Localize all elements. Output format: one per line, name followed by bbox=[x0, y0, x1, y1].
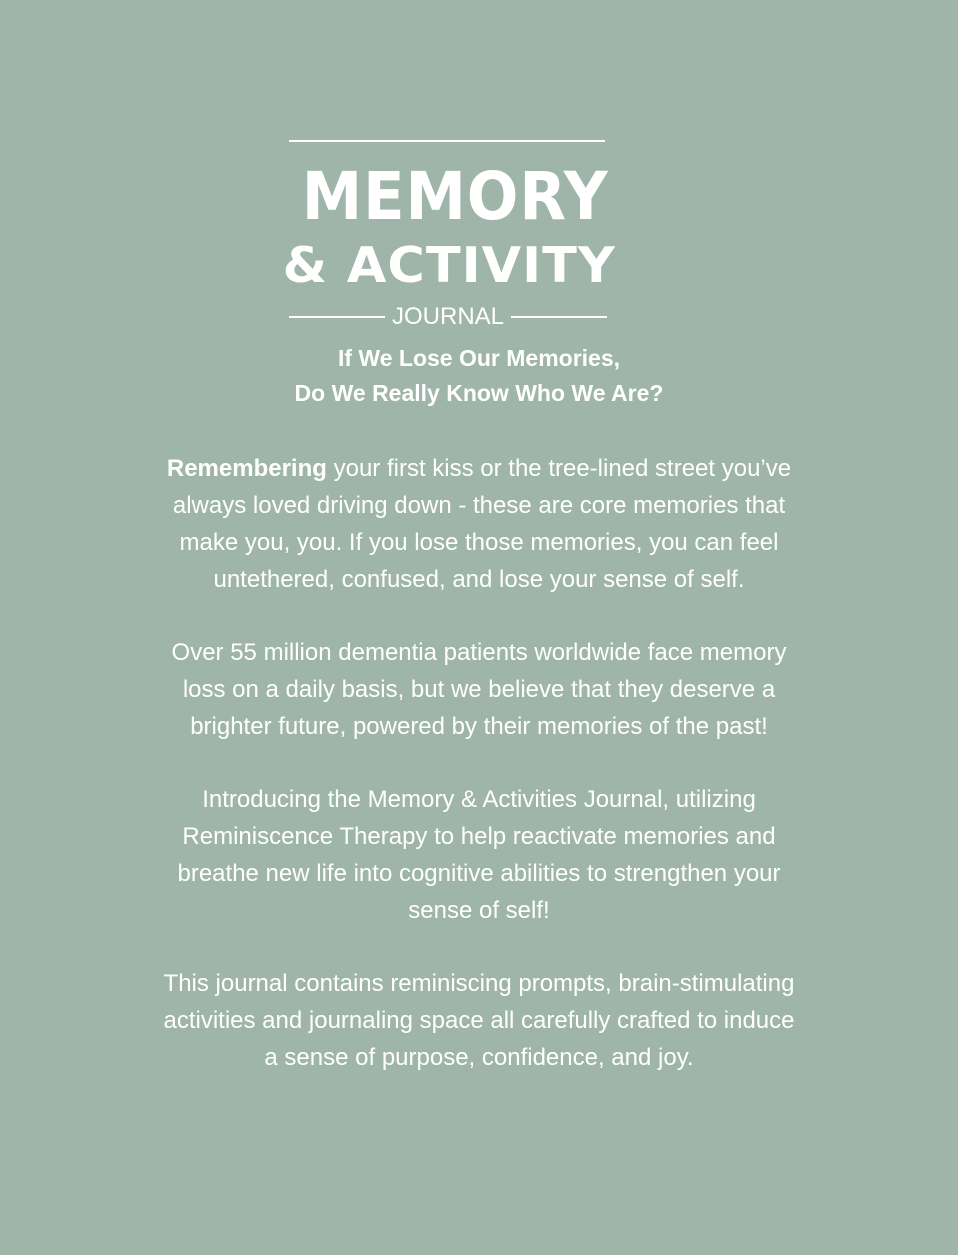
headline-line-2: Do We Really Know Who We Are? bbox=[294, 380, 664, 406]
paragraph-3-line-1: Introducing the Memory & Activities Journal, utilizing bbox=[202, 786, 756, 813]
paragraph-1-lead-word: Remembering bbox=[166, 455, 327, 482]
paragraph-introducing-journal bbox=[70, 781, 888, 929]
paragraph-4-line-2: activities and journaling space all carefully crafted to induce bbox=[163, 1007, 795, 1034]
logo-title-activity: & ACTIVITY bbox=[282, 237, 616, 294]
paragraph-1-line-3: make you, you. If you lose those memories, you can feel bbox=[179, 529, 779, 556]
paragraph-2-line-1: Over 55 million dementia patients worldwide face memory bbox=[171, 639, 787, 666]
paragraph-1-line-1-text: your first kiss or the tree-lined street you’ve bbox=[326, 455, 792, 482]
paragraph-2-line-3: brighter future, powered by their memories of the past! bbox=[190, 713, 768, 740]
logo-subtitle-row bbox=[289, 304, 607, 330]
paragraph-3-line-2: Reminiscence Therapy to help reactivate memories and bbox=[182, 823, 776, 850]
logo-subtitle-journal: JOURNAL bbox=[391, 303, 505, 330]
paragraph-dementia-patients bbox=[70, 634, 888, 745]
paragraph-1-line-4: untethered, confused, and lose your sense of self. bbox=[213, 566, 745, 593]
paragraph-4-line-3: a sense of purpose, confidence, and joy. bbox=[264, 1044, 694, 1071]
headline-line-1: If We Lose Our Memories, bbox=[337, 345, 621, 371]
paragraph-4-line-1: This journal contains reminiscing prompts, brain-stimulating bbox=[163, 970, 795, 997]
paragraph-core-memories bbox=[70, 450, 888, 598]
logo-left-rule bbox=[289, 316, 385, 318]
paragraph-1-line-1 bbox=[70, 450, 888, 487]
logo-right-rule bbox=[511, 316, 607, 318]
paragraph-3-line-3: breathe new life into cognitive abilities to strengthen your bbox=[177, 860, 781, 887]
paragraph-1-line-2: always loved driving down - these are core memories that bbox=[172, 492, 786, 519]
paragraph-journal-contents bbox=[70, 965, 888, 1076]
page-headline bbox=[0, 341, 958, 411]
journal-logo bbox=[282, 140, 616, 330]
paragraph-3-line-4: sense of self! bbox=[408, 897, 550, 924]
paragraph-2-line-2: loss on a daily basis, but we believe that they deserve a bbox=[182, 676, 776, 703]
logo-title-memory: MEMORY bbox=[301, 158, 609, 235]
logo-top-rule bbox=[289, 140, 605, 142]
